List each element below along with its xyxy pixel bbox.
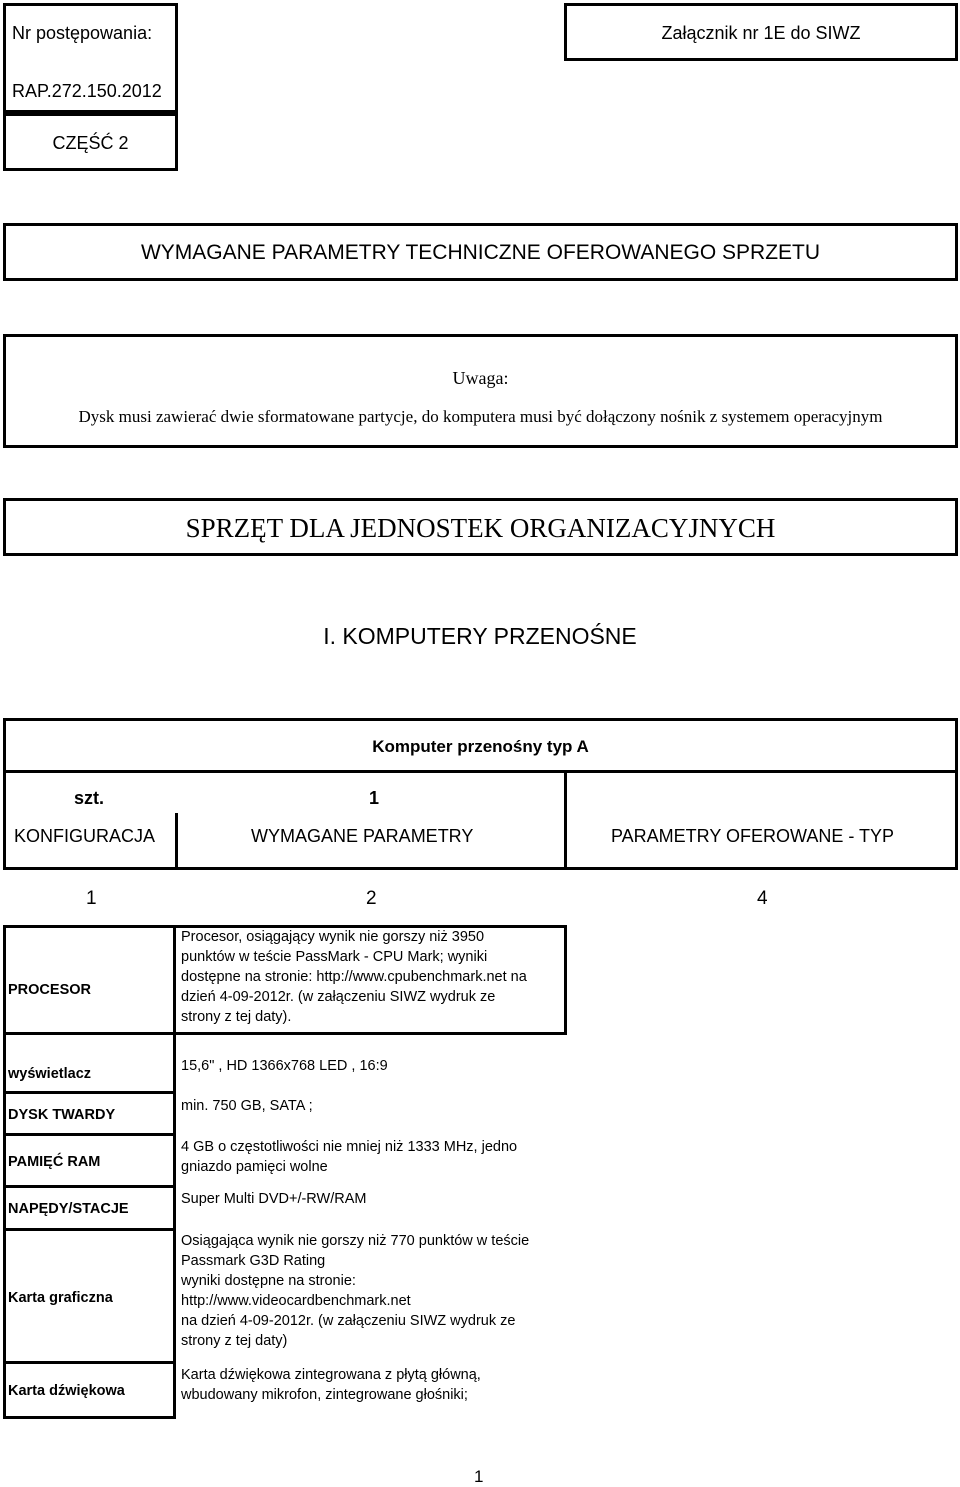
row-spec-graphics-card: [181, 1231, 529, 1351]
row-sep-3: [3, 1185, 176, 1188]
spec-line: strony z tej daty).: [181, 1009, 292, 1025]
label-column: [3, 925, 176, 1419]
col-number-1: 1: [86, 888, 97, 909]
product-box: [3, 718, 958, 773]
section-title: SPRZĘT DLA JEDNOSTEK ORGANIZACYJNYCH: [185, 513, 776, 543]
qty-label: szt.: [74, 788, 105, 808]
note-box: [3, 334, 958, 448]
subsection-title: I. KOMPUTERY PRZENOŚNE: [323, 623, 637, 649]
row-spec-hard-disk: [181, 1096, 313, 1116]
header-offered-params: PARAMETRY OFEROWANE - TYP: [611, 826, 895, 846]
row-sep-1: [3, 1091, 176, 1094]
row-label-sound-card: Karta dźwiękowa: [8, 1383, 125, 1399]
row-sep-2: [3, 1133, 176, 1136]
row-label-graphics-card: Karta graficzna: [8, 1290, 113, 1306]
spec-line: Passmark G3D Rating: [181, 1253, 326, 1269]
spec-line: 15,6" , HD 1366x768 LED , 16:9: [181, 1058, 388, 1074]
row-spec-drives: [181, 1189, 366, 1209]
spec-column-right: [564, 925, 567, 1035]
spec-line: wbudowany mikrofon, zintegrowane głośniki;: [181, 1387, 468, 1403]
spec-line: Karta dźwiękowa zintegrowana z płytą główną,: [181, 1367, 481, 1383]
note-heading: Uwaga:: [452, 368, 509, 388]
row-spec-sound-card: [181, 1365, 481, 1405]
row-label-display: wyświetlacz: [8, 1066, 92, 1082]
title-box: [3, 223, 958, 281]
row-sep-5: [3, 1361, 176, 1364]
header-divider-2: [564, 813, 567, 870]
spec-line: dostępne na stronie: http://www.cpubenchmark.net na: [181, 969, 527, 985]
attachment-box: [564, 3, 958, 61]
row-label-drives: NAPĘDY/STACJE: [8, 1201, 129, 1217]
spec-line: Super Multi DVD+/-RW/RAM: [181, 1191, 367, 1207]
header-configuration: KONFIGURACJA: [14, 826, 156, 846]
row-label-hard-disk: DYSK TWARDY: [8, 1107, 116, 1123]
row-spec-ram: [181, 1137, 517, 1177]
spec-line: na dzień 4-09-2012r. (w załączeniu SIWZ wydruk ze: [181, 1313, 516, 1329]
part-label: CZĘŚĆ 2: [52, 133, 129, 153]
col-number-4: 4: [757, 888, 768, 909]
spec-line: http://www.videocardbenchmark.net: [181, 1293, 411, 1309]
page-number: 1: [474, 1467, 484, 1486]
qty-divider: [564, 773, 567, 813]
spec-line: strony z tej daty): [181, 1333, 288, 1349]
row-label-processor: PROCESOR: [8, 982, 91, 998]
case-number: RAP.272.150.2012: [12, 81, 162, 101]
row-spec-processor: [181, 927, 527, 1027]
note-text: Dysk musi zawierać dwie sformatowane partycje, do komputera musi być dołączony nośnik z systemem operacyjnym: [78, 407, 883, 426]
spec-line: 4 GB o częstotliwości nie mniej niż 1333 MHz, jedno: [181, 1139, 518, 1155]
spec-line: Osiągająca wynik nie gorszy niż 770 punktów w teście: [181, 1233, 530, 1249]
section-box: [3, 498, 958, 556]
spec-line: Procesor, osiągający wynik nie gorszy niż 3950: [181, 929, 485, 945]
spec-line: dzień 4-09-2012r. (w załączeniu SIWZ wydruk ze: [181, 989, 496, 1005]
row-label-ram: PAMIĘĆ RAM: [8, 1154, 101, 1170]
qty-row: [3, 770, 958, 870]
spec-line: min. 750 GB, SATA ;: [181, 1098, 313, 1114]
spec-processor-bottom: [3, 1032, 567, 1035]
spec-line: gniazdo pamięci wolne: [181, 1159, 328, 1175]
case-number-box: [3, 3, 178, 113]
part-box: [3, 113, 178, 171]
case-label: Nr postępowania:: [12, 23, 153, 43]
row-spec-display: [181, 1056, 388, 1076]
spec-line: punktów w teście PassMark - CPU Mark; wyniki: [181, 949, 488, 965]
col-number-2: 2: [366, 888, 377, 909]
header-required-params: WYMAGANE PARAMETRY: [251, 826, 474, 846]
row-sep-4: [3, 1228, 176, 1231]
qty-value: 1: [369, 788, 380, 808]
header-divider-1: [175, 813, 178, 870]
page-title: WYMAGANE PARAMETRY TECHNICZNE OFEROWANEGO SPRZETU: [140, 241, 821, 264]
product-name: Komputer przenośny typ A: [372, 737, 589, 756]
spec-line: wyniki dostępne na stronie:: [181, 1273, 356, 1289]
attachment-label: Załącznik nr 1E do SIWZ: [661, 23, 861, 43]
